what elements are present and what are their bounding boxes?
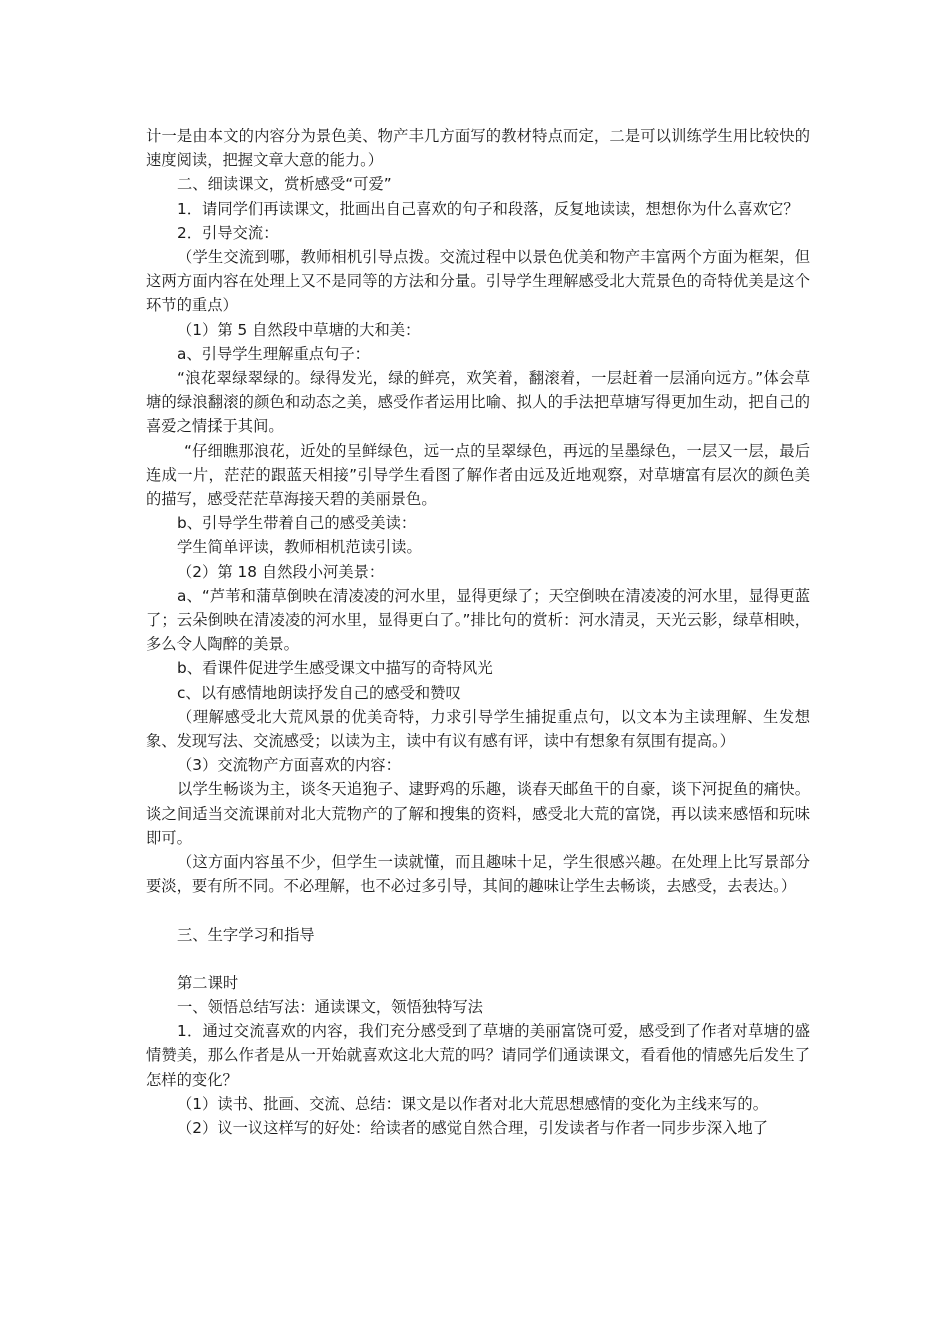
paragraph: 学生简单评读，教师相机范读引读。 (177, 538, 422, 557)
paragraph-note: （理解感受北大荒风景的优美奇特，力求引导学生捕捉重点句，以文本为主读理解、生发想象、发现写法、交流感受；以读为主，读中有议有感有评，读中有想象有氛围有提高。） (146, 707, 810, 751)
paragraph: a、“芦苇和蒲草倒映在清凌凌的河水里，显得更绿了；天空倒映在清凌凌的河水里，显得更蓝了；云朵倒映在清凌凌的河水里，显得更白了。”排比句的赏析：河水清灵，天光云影，绿草相映，多么令人陶醉的美景。 (146, 586, 810, 654)
document-body (146, 124, 810, 1140)
subheading-2: （2）第 18 自然段小河美景： (177, 562, 385, 581)
paragraph: b、看课件促进学生感受课文中描写的奇特风光 (177, 659, 493, 678)
paragraph: c、以有感情地朗读抒发自己的感受和赞叹 (177, 683, 461, 702)
paragraph-continuation: 计一是由本文的内容分为景色美、物产丰几方面写的教材特点而定，二是可以训练学生用比较快的速度阅读，把握文章大意的能力。） (146, 127, 810, 170)
paragraph: 1．请同学们再读课文，批画出自己喜欢的句子和段落，反复地读读，想想你为什么喜欢它？ (177, 199, 799, 218)
paragraph: 以学生畅谈为主，谈冬天追狍子、逮野鸡的乐趣，谈春天邮鱼干的自豪，谈下河捉鱼的痛快。谈之间适当交流课前对北大荒物产的了解和搜集的资料，感受北大荒的富饶，再以读来感悟和玩味即可。 (146, 780, 810, 847)
subheading-3: （3）交流物产方面喜欢的内容： (177, 756, 401, 775)
paragraph-note: （学生交流到哪，教师相机引导点拨。交流过程中以景色优美和物产丰富两个方面为框架，但这两方面内容在处理上又不是同等的方法和分量。引导学生理解感受北大荒景色的奇特优美是这个环节的重点） (146, 248, 810, 315)
paragraph: （1）读书、批画、交流、总结：课文是以作者对北大荒思想感情的变化为主线来写的。 (177, 1094, 769, 1113)
section-heading-3: 三、生字学习和指导 (177, 925, 315, 944)
paragraph: 2．引导交流： (177, 223, 279, 242)
section-heading-2: 二、细读课文，赏析感受“可爱” (177, 175, 392, 194)
paragraph: （2）议一议这样写的好处：给读者的感觉自然合理，引发读者与作者一同步步深入地了 (177, 1118, 769, 1137)
paragraph-note: （这方面内容虽不少，但学生一读就懂，而且趣味十足，学生很感兴趣。在处理上比写景部分要淡，要有所不同。不必理解，也不必过多引导，其间的趣味让学生去畅谈，去感受，去表达。） (146, 853, 810, 896)
subheading-1: （1）第 5 自然段中草塘的大和美： (177, 320, 421, 339)
paragraph: 1．通过交流喜欢的内容，我们充分感受到了草塘的美丽富饶可爱，感受到了作者对草塘的盛情赞美，那么作者是从一开始就喜欢这北大荒的吗？请同学们通读课文，看看他的情感先后发生了怎样的变化？ (146, 1022, 810, 1089)
paragraph-quote: “仔细瞧那浪花，近处的呈鲜绿色，远一点的呈翠绿色，再远的呈墨绿色，一层又一层，最后连成一片，茫茫的跟蓝天相接”引导学生看图了解作者由远及近地观察，对草塘富有层次的颜色美的描写，感受茫茫草海接天碧的美丽景色。 (146, 441, 810, 509)
paragraph: b、引导学生带着自己的感受美读： (177, 514, 417, 533)
lesson-heading: 第二课时 (177, 973, 239, 992)
paragraph: a、引导学生理解重点句子： (177, 344, 370, 363)
paragraph-quote: “浪花翠绿翠绿的。绿得发光，绿的鲜亮，欢笑着，翻滚着，一层赶着一层涌向远方。”体会草塘的绿浪翻滚的颜色和动态之美，感受作者运用比喻、拟人的手法把草塘写得更加生动，把自己的喜爱之情揉于其间。 (146, 369, 810, 436)
section-heading-1: 一、领悟总结写法：通读课文，领悟独特写法 (177, 997, 483, 1016)
